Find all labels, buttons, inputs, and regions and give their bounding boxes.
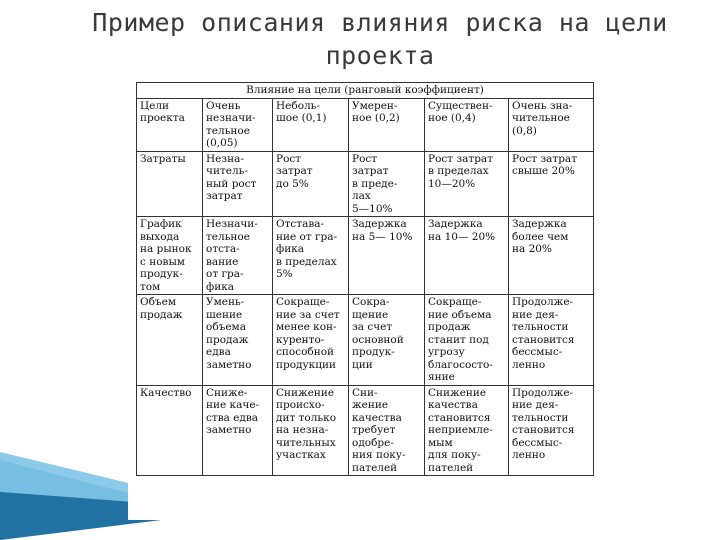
table-group-header: Влияние на цели (ранговый коэффициент): [137, 83, 594, 99]
column-header: Очень незначи- тельное (0,05): [203, 98, 273, 151]
row-goal-cell: Затраты: [137, 151, 203, 217]
table-cell: Умень- шение объема продаж едва заметно: [203, 295, 273, 386]
table-cell: Рост затрат в пределах 10—20%: [425, 151, 509, 217]
table-cell: Сокра- щение за счет основной продук- ции: [349, 295, 425, 386]
table-cell: Отстава- ние от гра- фика в пределах 5%: [273, 217, 349, 295]
table-cell: Продолже- ние дея- тельности становится бессмыс- ленно: [509, 385, 594, 476]
column-header: Цели проекта: [137, 98, 203, 151]
table-cell: Сни- жение качества требует одобре- ния поку- пателей: [349, 385, 425, 476]
table-cell: Снижение происхо- дит только на незна- чительных участках: [273, 385, 349, 476]
row-goal-cell: Объем продаж: [137, 295, 203, 386]
table-row: [137, 151, 594, 217]
table-row: [137, 385, 594, 476]
table-cell: Незначи- тельное отста- вание от гра- фика: [203, 217, 273, 295]
table-cell: Сокраще- ние объема продаж станит под угрозу благососто- яние: [425, 295, 509, 386]
table-cell: Продолже- ние дея- тельности становится бессмыс- ленно: [509, 295, 594, 386]
table-header-row: [137, 98, 594, 151]
table-row: [137, 217, 594, 295]
column-header: Умерен- ное (0,2): [349, 98, 425, 151]
table-group-header-row: [137, 83, 594, 99]
table-cell: Незна- читель- ный рост затрат: [203, 151, 273, 217]
risk-impact-table: [136, 82, 594, 476]
table-cell: Задержка на 10— 20%: [425, 217, 509, 295]
row-goal-cell: График выхода на рынок с новым продук- том: [137, 217, 203, 295]
slide-title-line1: Пример описания влияния риска на цели: [92, 8, 668, 37]
table-cell: Рост затрат в преде- лах 5—10%: [349, 151, 425, 217]
slide-title: [60, 6, 700, 72]
table-cell: Рост затрат до 5%: [273, 151, 349, 217]
slide-title-line2: проекта: [325, 41, 435, 70]
table-cell: Задержка более чем на 20%: [509, 217, 594, 295]
table-cell: Задержка на 5— 10%: [349, 217, 425, 295]
table-row: [137, 295, 594, 386]
table-cell: Сниже- ние каче- ства едва заметно: [203, 385, 273, 476]
column-header: Существен- ное (0,4): [425, 98, 509, 151]
table-cell: Рост затрат свыше 20%: [509, 151, 594, 217]
risk-impact-table-container: [128, 72, 598, 520]
column-header: Неболь- шое (0,1): [273, 98, 349, 151]
table-cell: Снижение качества становится неприемле- мым для поку- пателей: [425, 385, 509, 476]
table-cell: Сокраще- ние за счет менее кон- куренто- способной продукции: [273, 295, 349, 386]
row-goal-cell: Качество: [137, 385, 203, 476]
column-header: Очень зна- чительное (0,8): [509, 98, 594, 151]
